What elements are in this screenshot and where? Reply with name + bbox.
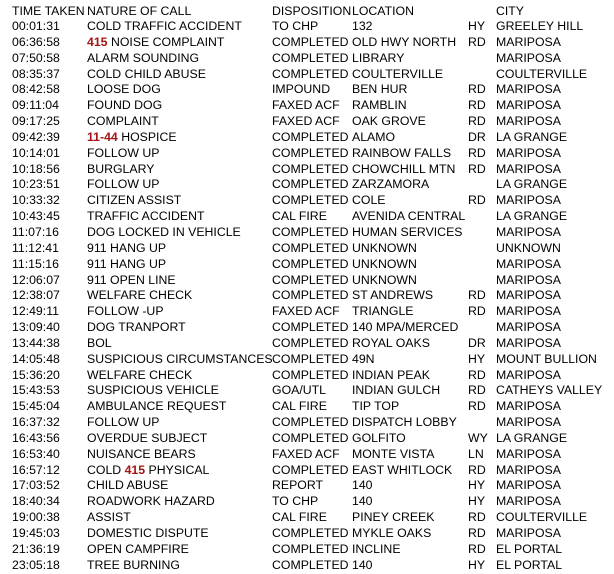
log-row — [0, 510, 614, 526]
nature-text: CITIZEN ASSIST — [87, 193, 182, 208]
location: ALAMO — [352, 129, 396, 144]
disposition: COMPLETED — [272, 161, 349, 176]
city: MARIPOSA — [496, 462, 561, 477]
street-suffix: RD — [468, 462, 486, 477]
disposition: REPORT — [272, 478, 324, 493]
time-taken: 13:09:40 — [12, 320, 60, 335]
nature-of-call — [87, 130, 177, 146]
city: MARIPOSA — [496, 399, 561, 414]
time-taken: 09:17:25 — [12, 114, 60, 129]
nature-text: FOLLOW UP — [87, 145, 160, 160]
nature-text: CHILD ABUSE — [87, 478, 169, 493]
city: LA GRANGE — [496, 129, 568, 144]
disposition: FAXED ACF — [272, 114, 340, 129]
log-row — [0, 478, 614, 494]
disposition: COMPLETED — [272, 224, 349, 239]
time-taken: 11:12:41 — [12, 240, 59, 255]
street-suffix: WY — [468, 430, 488, 445]
city: MARIPOSA — [496, 161, 561, 176]
log-row — [0, 98, 614, 114]
street-suffix: HY — [468, 494, 486, 509]
time-taken: 10:14:01 — [12, 145, 60, 160]
time-taken: 15:43:53 — [12, 383, 60, 398]
city: MARIPOSA — [496, 478, 561, 493]
header-city: CITY — [496, 4, 525, 18]
nature-of-call — [87, 273, 176, 289]
nature-text: COMPLAINT — [87, 114, 159, 129]
log-row — [0, 399, 614, 415]
nature-of-call — [87, 526, 209, 542]
location: COLE — [352, 193, 386, 208]
call-code: 415 — [87, 34, 108, 49]
log-row — [0, 177, 614, 193]
time-taken: 09:11:04 — [12, 98, 59, 113]
location: 140 MPA/MERCED — [352, 320, 459, 335]
call-code: 11-44 — [87, 129, 118, 144]
location: EAST WHITLOCK — [352, 462, 453, 477]
call-code: 415 — [124, 462, 146, 477]
log-row — [0, 35, 614, 51]
nature-of-call — [87, 304, 164, 320]
city: MARIPOSA — [496, 415, 561, 430]
city: MOUNT BULLION — [496, 351, 597, 366]
nature-text: DOG LOCKED IN VEHICLE — [87, 224, 241, 239]
location: COULTERVILLE — [352, 66, 444, 81]
street-suffix: RD — [468, 367, 486, 382]
log-row — [0, 320, 614, 336]
time-taken: 12:38:07 — [12, 288, 60, 303]
location: DISPATCH LOBBY — [352, 415, 457, 430]
disposition: COMPLETED — [272, 415, 349, 430]
city: LA GRANGE — [496, 430, 568, 445]
nature-of-call — [87, 383, 219, 399]
nature-of-call — [87, 447, 196, 463]
nature-of-call — [87, 399, 226, 415]
log-row — [0, 352, 614, 368]
log-row — [0, 114, 614, 130]
time-taken: 10:23:51 — [12, 177, 60, 192]
city: MARIPOSA — [496, 256, 561, 271]
time-taken: 09:42:39 — [12, 129, 60, 144]
nature-text: SUSPICIOUS CIRCUMSTANCES — [87, 351, 273, 366]
nature-of-call — [87, 257, 166, 273]
log-row — [0, 273, 614, 289]
log-row — [0, 383, 614, 399]
log-row — [0, 19, 614, 35]
header-location: LOCATION — [352, 4, 414, 18]
log-row — [0, 558, 614, 574]
log-row — [0, 431, 614, 447]
location: INDIAN PEAK — [352, 367, 430, 382]
log-row — [0, 368, 614, 384]
street-suffix: RD — [468, 510, 486, 525]
nature-text: ALARM SOUNDING — [87, 50, 200, 65]
nature-of-call — [87, 162, 154, 178]
disposition: COMPLETED — [272, 335, 349, 350]
nature-text: WELFARE CHECK — [87, 288, 193, 303]
log-row — [0, 193, 614, 209]
location: UNKNOWN — [352, 256, 417, 271]
log-row — [0, 67, 614, 83]
street-suffix: RD — [468, 383, 486, 398]
location: RAINBOW FALLS — [352, 145, 452, 160]
location: CHOWCHILL MTN — [352, 161, 456, 176]
location: TIP TOP — [352, 399, 400, 414]
log-row — [0, 542, 614, 558]
nature-of-call — [87, 114, 159, 130]
disposition: COMPLETED — [272, 66, 349, 81]
time-taken: 16:57:12 — [12, 462, 60, 477]
location: PINEY CREEK — [352, 510, 435, 525]
nature-text: 911 OPEN LINE — [87, 272, 176, 287]
log-row — [0, 257, 614, 273]
log-row — [0, 494, 614, 510]
nature-of-call — [87, 320, 186, 336]
disposition: FAXED ACF — [272, 304, 340, 319]
location: GOLFITO — [352, 430, 406, 445]
time-taken: 13:44:38 — [12, 335, 60, 350]
nature-text: BOL — [87, 335, 112, 350]
disposition: COMPLETED — [272, 351, 349, 366]
nature-of-call — [87, 431, 207, 447]
street-suffix: LN — [468, 446, 484, 461]
nature-text: HOSPICE — [121, 129, 177, 144]
city: MARIPOSA — [496, 224, 561, 239]
location: BEN HUR — [352, 82, 408, 97]
nature-of-call — [87, 463, 209, 479]
location: 140 — [352, 494, 373, 509]
location: 140 — [352, 557, 373, 572]
disposition: COMPLETED — [272, 367, 349, 382]
location: ROYAL OAKS — [352, 335, 430, 350]
nature-of-call — [87, 288, 192, 304]
nature-of-call — [87, 368, 192, 384]
city: MARIPOSA — [496, 320, 561, 335]
disposition: COMPLETED — [272, 462, 349, 477]
log-row — [0, 146, 614, 162]
city: MARIPOSA — [496, 304, 561, 319]
nature-text: FOLLOW UP — [87, 415, 160, 430]
header-time: TIME TAKEN — [12, 4, 85, 18]
street-suffix: RD — [468, 82, 486, 97]
nature-of-call — [87, 225, 241, 241]
street-suffix: RD — [468, 193, 486, 208]
time-taken: 12:49:11 — [12, 304, 59, 319]
city: MARIPOSA — [496, 98, 561, 113]
location: UNKNOWN — [352, 240, 417, 255]
city: MARIPOSA — [496, 494, 561, 509]
city: MARIPOSA — [496, 526, 561, 540]
nature-text: NUISANCE BEARS — [87, 446, 196, 461]
log-row — [0, 336, 614, 352]
city: MARIPOSA — [496, 50, 561, 65]
time-taken: 16:37:32 — [12, 415, 60, 430]
time-taken: 19:45:03 — [12, 526, 60, 540]
city: MARIPOSA — [496, 145, 561, 160]
disposition: COMPLETED — [272, 177, 349, 192]
city: UNKNOWN — [496, 240, 561, 255]
location: 132 — [352, 19, 373, 33]
location: TRIANGLE — [352, 304, 414, 319]
time-taken: 18:40:34 — [12, 494, 60, 509]
nature-text: 911 HANG UP — [87, 256, 167, 271]
city: MARIPOSA — [496, 272, 561, 287]
disposition: CAL FIRE — [272, 510, 327, 525]
time-taken: 14:05:48 — [12, 351, 60, 366]
nature-of-call — [87, 558, 180, 574]
location: 140 — [352, 478, 373, 493]
header-nature: NATURE OF CALL — [87, 4, 192, 18]
street-suffix: DR — [468, 129, 486, 144]
disposition: COMPLETED — [272, 129, 349, 144]
header-row — [0, 3, 614, 19]
disposition: CAL FIRE — [272, 209, 327, 224]
time-taken: 21:36:19 — [12, 541, 60, 556]
nature-of-call — [87, 352, 273, 368]
time-taken: 15:36:20 — [12, 367, 60, 382]
time-taken: 06:36:58 — [12, 34, 60, 49]
city: LA GRANGE — [496, 177, 568, 192]
nature-text: ROADWORK HAZARD — [87, 494, 215, 509]
nature-of-call — [87, 336, 112, 352]
log-row — [0, 209, 614, 225]
location: UNKNOWN — [352, 272, 417, 287]
log-rows — [0, 19, 614, 574]
time-taken: 10:18:56 — [12, 161, 60, 176]
nature-of-call — [87, 98, 162, 114]
street-suffix: RD — [468, 526, 486, 540]
disposition: COMPLETED — [272, 50, 349, 65]
time-taken: 10:43:45 — [12, 209, 60, 224]
time-taken: 11:15:16 — [12, 256, 59, 271]
nature-of-call — [87, 19, 242, 35]
nature-of-call — [87, 146, 159, 162]
log-row — [0, 162, 614, 178]
disposition: COMPLETED — [272, 34, 349, 49]
nature-text: NOISE COMPLAINT — [110, 34, 225, 49]
log-row — [0, 241, 614, 257]
street-suffix: RD — [468, 161, 486, 176]
disposition: COMPLETED — [272, 557, 349, 572]
disposition: COMPLETED — [272, 272, 349, 287]
city: COULTERVILLE — [496, 510, 588, 525]
nature-of-call — [87, 51, 199, 67]
time-taken: 16:53:40 — [12, 446, 60, 461]
location: AVENIDA CENTRAL — [352, 209, 466, 224]
disposition: GOA/UTL — [272, 383, 326, 398]
location: 49N — [352, 351, 375, 366]
street-suffix: RD — [468, 34, 486, 49]
disposition: COMPLETED — [272, 193, 349, 208]
nature-text: WELFARE CHECK — [87, 367, 193, 382]
street-suffix: RD — [468, 399, 486, 414]
nature-text: PHYSICAL — [148, 462, 210, 477]
nature-of-call — [87, 177, 159, 193]
location: MYKLE OAKS — [352, 526, 432, 540]
nature-of-call — [87, 193, 181, 209]
location: MONTE VISTA — [352, 446, 435, 461]
street-suffix: HY — [468, 19, 486, 33]
disposition: COMPLETED — [272, 256, 349, 271]
city: MARIPOSA — [496, 367, 561, 382]
city: MARIPOSA — [496, 446, 561, 461]
nature-text: 911 HANG UP — [87, 240, 167, 255]
location: OLD HWY NORTH — [352, 34, 457, 49]
location: HUMAN SERVICES — [352, 224, 463, 239]
nature-text: LOOSE DOG — [87, 82, 161, 97]
city: GREELEY HILL — [496, 19, 584, 33]
nature-of-call — [87, 82, 161, 98]
time-taken: 19:00:38 — [12, 510, 60, 525]
street-suffix: HY — [468, 478, 486, 493]
city: LA GRANGE — [496, 209, 568, 224]
nature-of-call — [87, 209, 205, 225]
log-row — [0, 304, 614, 320]
nature-of-call — [87, 478, 168, 494]
street-suffix: RD — [468, 145, 486, 160]
time-taken: 23:05:18 — [12, 557, 60, 572]
nature-of-call — [87, 494, 215, 510]
location: OAK GROVE — [352, 114, 426, 129]
disposition: CAL FIRE — [272, 399, 327, 414]
city: MARIPOSA — [496, 34, 561, 49]
time-taken: 17:03:52 — [12, 478, 60, 493]
disposition: TO CHP — [272, 19, 319, 33]
time-taken: 08:42:58 — [12, 82, 60, 97]
nature-text: DOMESTIC DISPUTE — [87, 526, 209, 540]
disposition: COMPLETED — [272, 541, 349, 556]
location: ST ANDREWS — [352, 288, 434, 303]
nature-text: BURGLARY — [87, 161, 155, 176]
time-taken: 07:50:58 — [12, 50, 60, 65]
nature-text: FOLLOW -UP — [87, 304, 164, 319]
city: MARIPOSA — [496, 82, 561, 97]
street-suffix: RD — [468, 541, 486, 556]
time-taken: 10:33:32 — [12, 193, 60, 208]
nature-prefix: COLD — [87, 462, 122, 477]
nature-text: ASSIST — [87, 510, 131, 525]
time-taken: 16:43:56 — [12, 430, 60, 445]
street-suffix: RD — [468, 114, 486, 129]
disposition: IMPOUND — [272, 82, 331, 97]
nature-of-call — [87, 415, 159, 431]
log-row — [0, 288, 614, 304]
disposition: COMPLETED — [272, 145, 349, 160]
disposition: FAXED ACF — [272, 446, 340, 461]
nature-of-call — [87, 510, 131, 526]
log-row — [0, 225, 614, 241]
log-row — [0, 51, 614, 67]
log-row — [0, 82, 614, 98]
log-row — [0, 447, 614, 463]
disposition: COMPLETED — [272, 526, 349, 540]
city: MARIPOSA — [496, 288, 561, 303]
location: INDIAN GULCH — [352, 383, 441, 398]
city: EL PORTAL — [496, 541, 563, 556]
disposition: TO CHP — [272, 494, 319, 509]
nature-text: TREE BURNING — [87, 557, 180, 572]
log-row — [0, 463, 614, 479]
nature-of-call — [87, 67, 206, 83]
location: RAMBLIN — [352, 98, 407, 113]
street-suffix: DR — [468, 335, 486, 350]
city: EL PORTAL — [496, 557, 563, 572]
street-suffix: RD — [468, 288, 486, 303]
street-suffix: HY — [468, 351, 486, 366]
time-taken: 08:35:37 — [12, 66, 60, 81]
street-suffix: HY — [468, 557, 486, 572]
nature-text: DOG TRANPORT — [87, 320, 186, 335]
location: ZARZAMORA — [352, 177, 430, 192]
disposition: FAXED ACF — [272, 98, 340, 113]
time-taken: 15:45:04 — [12, 399, 60, 414]
nature-text: OVERDUE SUBJECT — [87, 430, 208, 445]
city: MARIPOSA — [496, 114, 561, 129]
city: MARIPOSA — [496, 335, 561, 350]
disposition: COMPLETED — [272, 320, 349, 335]
nature-text: FOLLOW UP — [87, 177, 160, 192]
nature-text: AMBULANCE REQUEST — [87, 399, 227, 414]
log-row — [0, 415, 614, 431]
disposition: COMPLETED — [272, 288, 349, 303]
street-suffix: RD — [468, 304, 486, 319]
disposition: COMPLETED — [272, 240, 349, 255]
disposition: COMPLETED — [272, 430, 349, 445]
nature-text: TRAFFIC ACCIDENT — [87, 209, 205, 224]
street-suffix: RD — [468, 98, 486, 113]
city: COULTERVILLE — [496, 66, 588, 81]
nature-text: COLD TRAFFIC ACCIDENT — [87, 19, 242, 33]
nature-text: COLD CHILD ABUSE — [87, 66, 206, 81]
location: LIBRARY — [352, 50, 405, 65]
nature-text: SUSPICIOUS VEHICLE — [87, 383, 219, 398]
nature-of-call — [87, 35, 224, 51]
nature-of-call — [87, 542, 189, 558]
location: INCLINE — [352, 541, 401, 556]
city: MARIPOSA — [496, 193, 561, 208]
time-taken: 12:06:07 — [12, 272, 60, 287]
time-taken: 00:01:31 — [12, 19, 60, 33]
time-taken: 11:07:16 — [12, 224, 59, 239]
nature-of-call — [87, 241, 166, 257]
nature-text: OPEN CAMPFIRE — [87, 541, 189, 556]
header-disposition: DISPOSITION — [272, 4, 352, 18]
log-row — [0, 526, 614, 542]
log-row — [0, 130, 614, 146]
city: CATHEYS VALLEY — [496, 383, 603, 398]
nature-text: FOUND DOG — [87, 98, 163, 113]
